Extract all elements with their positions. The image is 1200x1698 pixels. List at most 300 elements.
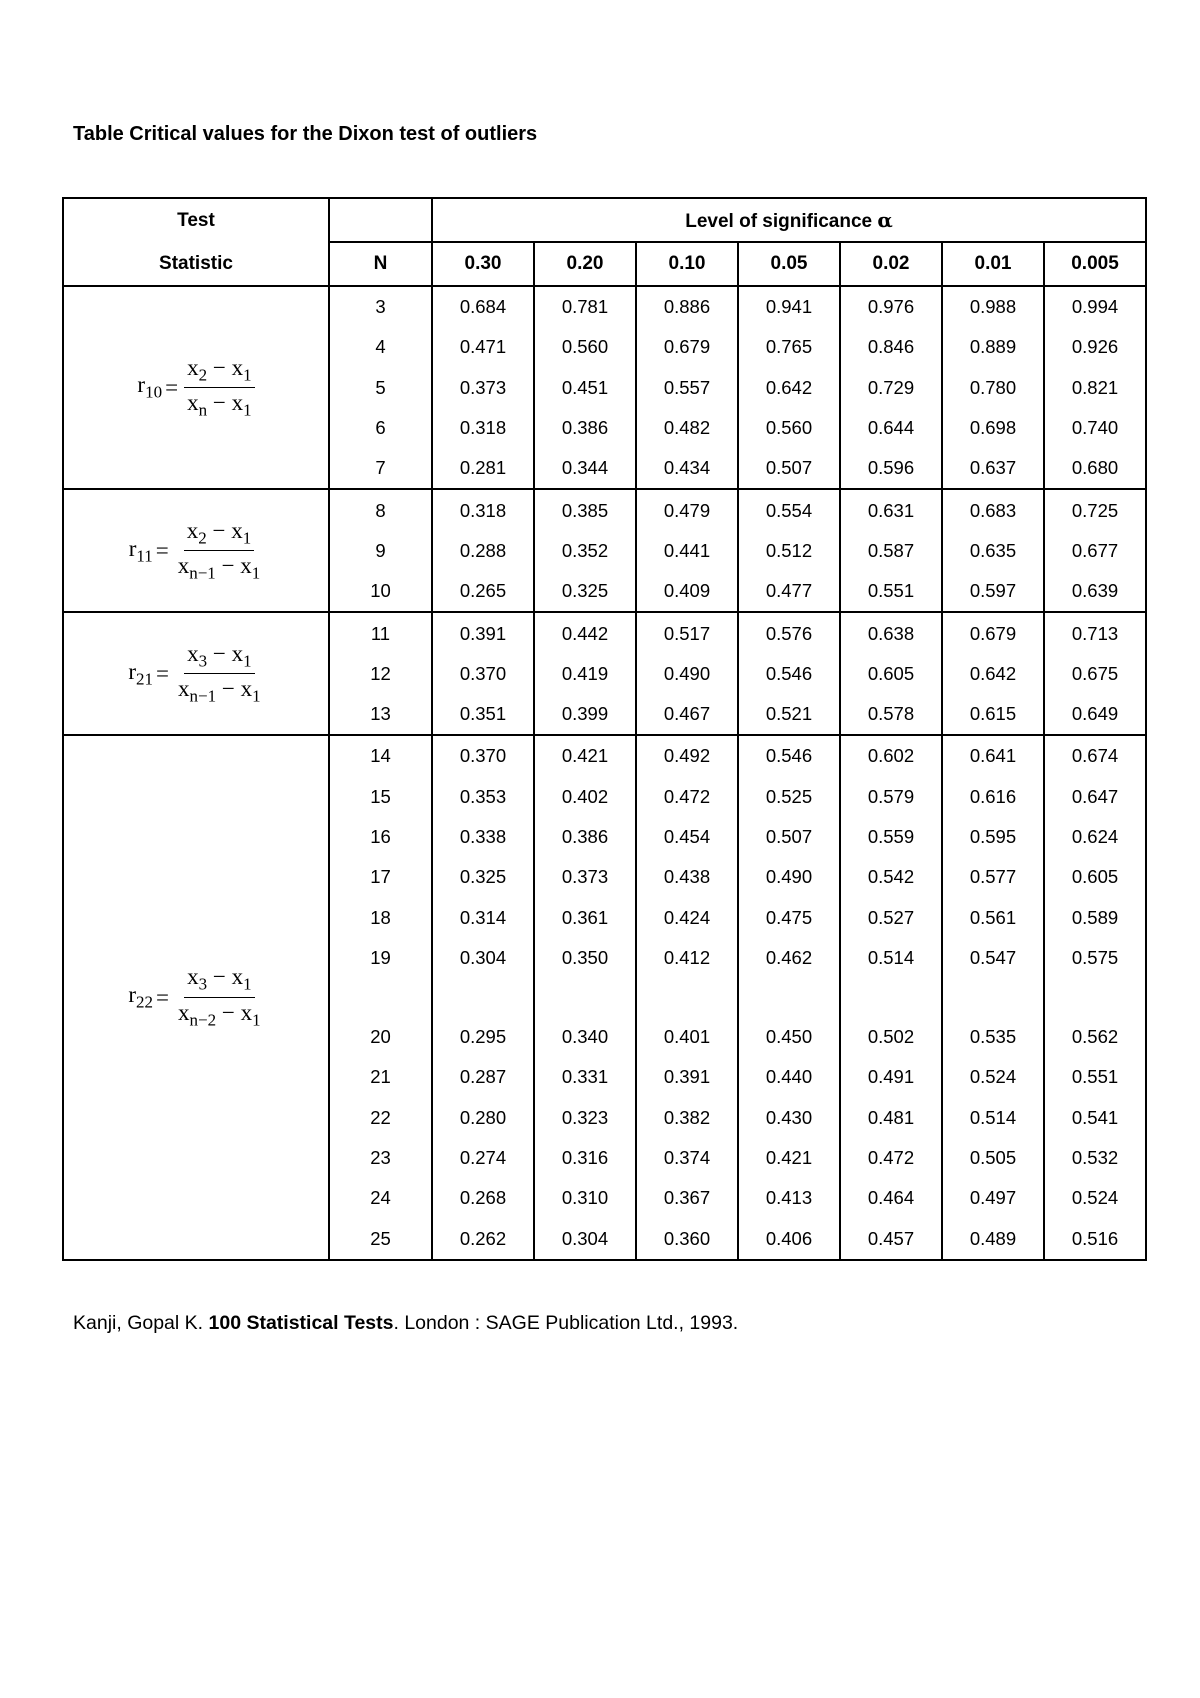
critical-value-cell: 0.338 [432,817,534,857]
critical-value-cell: 0.889 [942,327,1044,367]
n-cell: 20 [329,1017,432,1057]
equals-sign: = [156,984,170,1010]
equals-sign: = [165,374,179,400]
critical-value-cell: 0.481 [840,1098,942,1138]
critical-value-cell: 0.631 [840,489,942,530]
critical-value-cell: 0.462 [738,938,840,978]
critical-value-cell: 0.482 [636,408,738,448]
critical-value-cell: 0.559 [840,817,942,857]
critical-value-cell [738,978,840,1017]
n-cell: 10 [329,571,432,612]
n-cell: 24 [329,1178,432,1218]
critical-value-cell: 0.502 [840,1017,942,1057]
critical-value-cell: 0.589 [1044,897,1146,937]
formula-lhs [128,659,153,690]
table-row [63,612,1146,653]
critical-value-cell: 0.350 [534,938,636,978]
level-header: 0.10 [636,242,738,286]
critical-value-cell: 0.546 [738,735,840,776]
critical-value-cell: 0.994 [1044,286,1146,327]
fraction-denominator [175,551,264,584]
critical-value-cell: 0.472 [840,1138,942,1178]
critical-value-cell [840,978,942,1017]
numerator-term-b-letter: x [231,517,243,543]
table-body [63,286,1146,1260]
numerator-term-b-subscript: 1 [243,975,252,995]
critical-value-cell: 0.546 [738,654,840,694]
critical-value-cell: 0.280 [432,1098,534,1138]
denominator-term-a [178,1000,217,1030]
n-cell: 18 [329,897,432,937]
critical-value-cell: 0.316 [534,1138,636,1178]
denominator-term-a-subscript: n−1 [189,686,217,706]
critical-value-cell: 0.524 [942,1057,1044,1097]
critical-value-cell: 0.575 [1044,938,1146,978]
header-row-1 [63,198,1146,242]
numerator-term-b [231,964,252,995]
critical-value-cell: 0.674 [1044,735,1146,776]
significance-label: Level of significance [685,210,873,232]
critical-value-cell: 0.680 [1044,448,1146,489]
numerator-term-b-subscript: 1 [242,528,252,548]
critical-value-cell: 0.412 [636,938,738,978]
critical-value-cell: 0.587 [840,531,942,571]
critical-value-cell: 0.370 [432,735,534,776]
minus-sign: − [207,964,232,990]
n-cell: 4 [329,327,432,367]
critical-value-cell: 0.683 [942,489,1044,530]
critical-value-cell: 0.725 [1044,489,1146,530]
critical-value-cell: 0.547 [942,938,1044,978]
critical-value-cell: 0.325 [534,571,636,612]
numerator-term-b-letter: x [231,640,244,666]
critical-value-cell: 0.926 [1044,327,1146,367]
critical-value-cell: 0.562 [1044,1017,1146,1057]
denominator-term-b-subscript: 1 [251,564,261,584]
critical-value-cell: 0.382 [636,1098,738,1138]
critical-value-cell: 0.677 [1044,531,1146,571]
critical-value-cell: 0.541 [1044,1098,1146,1138]
denominator-term-a-letter: x [178,676,190,702]
critical-value-cell: 0.304 [432,938,534,978]
critical-value-cell: 0.340 [534,1017,636,1057]
n-cell: 7 [329,448,432,489]
alpha-symbol: α [877,207,893,232]
critical-value-cell: 0.579 [840,777,942,817]
critical-value-cell: 0.440 [738,1057,840,1097]
critical-value-cell: 0.512 [738,531,840,571]
critical-value-cell: 0.675 [1044,654,1146,694]
critical-value-cell: 0.560 [534,327,636,367]
critical-value-cell: 0.361 [534,897,636,937]
n-cell: 17 [329,857,432,897]
formula-lhs [128,982,153,1013]
critical-value-cell: 0.639 [1044,571,1146,612]
n-cell: 12 [329,654,432,694]
critical-value-cell: 0.421 [534,735,636,776]
numerator-term-b-subscript: 1 [243,365,252,385]
minus-sign: − [206,517,232,543]
numerator-term-a-letter: x [187,640,199,666]
critical-value-cell: 0.941 [738,286,840,327]
fraction-denominator [175,674,264,707]
level-header: 0.01 [942,242,1044,286]
numerator-term-a [187,964,208,995]
denominator-term-b [240,1000,261,1030]
critical-value-cell: 0.602 [840,735,942,776]
critical-value-cell: 0.576 [738,612,840,653]
numerator-term-b-letter: x [231,964,244,990]
critical-value-cell: 0.988 [942,286,1044,327]
numerator-term-b [231,517,252,548]
formula-lhs-letter: r [128,658,137,684]
n-header: N [329,242,432,286]
table-title: Table Critical values for the Dixon test of outliers [73,123,538,145]
critical-value-cell: 0.370 [432,654,534,694]
critical-value-cell: 0.265 [432,571,534,612]
n-cell: 6 [329,408,432,448]
critical-value-cell: 0.679 [942,612,1044,653]
critical-value-cell: 0.635 [942,531,1044,571]
critical-value-cell: 0.413 [738,1178,840,1218]
n-cell: 11 [329,612,432,653]
critical-value-cell: 0.430 [738,1098,840,1138]
critical-value-cell: 0.323 [534,1098,636,1138]
critical-value-cell: 0.318 [432,408,534,448]
critical-value-cell: 0.454 [636,817,738,857]
numerator-term-a [186,517,207,548]
equals-sign: = [156,660,170,686]
critical-value-cell: 0.401 [636,1017,738,1057]
table-row [63,735,1146,776]
n-cell: 14 [329,735,432,776]
denominator-term-a-letter: x [177,553,190,579]
n-cell: 15 [329,777,432,817]
critical-value-cell: 0.409 [636,571,738,612]
test-header-line1: Test [63,198,329,242]
n-cell: 9 [329,531,432,571]
critical-value-cell: 0.577 [942,857,1044,897]
denominator-term-a [178,676,217,706]
critical-value-cell: 0.331 [534,1057,636,1097]
numerator-term-a-letter: x [187,964,199,990]
critical-value-cell: 0.642 [942,654,1044,694]
denominator-term-a-subscript: n−1 [189,564,216,584]
table-row [63,286,1146,327]
critical-value-cell: 0.642 [738,368,840,408]
fraction-denominator [175,998,264,1031]
critical-value-cell: 0.560 [738,408,840,448]
critical-value-cell: 0.780 [942,368,1044,408]
citation [73,1312,738,1335]
critical-value-cell: 0.535 [942,1017,1044,1057]
critical-value-cell: 0.406 [738,1219,840,1260]
critical-value-cell: 0.821 [1044,368,1146,408]
header-row-2 [63,242,1146,286]
critical-value-cell: 0.616 [942,777,1044,817]
n-cell: 25 [329,1219,432,1260]
critical-value-cell: 0.525 [738,777,840,817]
critical-value-cell: 0.781 [534,286,636,327]
denominator-term-b-letter: x [231,390,244,416]
formula-lhs [129,536,153,567]
critical-value-cell: 0.491 [840,1057,942,1097]
denominator-term-a [177,553,216,584]
critical-value-cell: 0.274 [432,1138,534,1178]
critical-value-cell: 0.514 [840,938,942,978]
denominator-term-a-subscript: n [198,400,208,420]
n-cell: 19 [329,938,432,978]
formula-expression [129,518,264,584]
critical-value-cell: 0.479 [636,489,738,530]
statistic-formula [63,612,329,735]
denominator-term-b [240,553,261,584]
formula-lhs-subscript: 21 [136,669,154,689]
critical-value-cell: 0.644 [840,408,942,448]
critical-value-cell: 0.399 [534,694,636,735]
level-header: 0.20 [534,242,636,286]
critical-value-cell: 0.391 [636,1057,738,1097]
critical-value-cell: 0.505 [942,1138,1044,1178]
numerator-term-b [231,354,252,385]
citation-publisher: . London : SAGE Publication Ltd., 1993. [393,1312,739,1334]
denominator-term-b-subscript: 1 [243,400,252,420]
n-cell: 23 [329,1138,432,1178]
numerator-term-a-subscript: 2 [198,365,208,385]
table-header [63,198,1146,286]
formula-expression [128,641,263,707]
critical-value-cell: 0.698 [942,408,1044,448]
statistic-formula [63,489,329,612]
critical-value-cell: 0.514 [942,1098,1044,1138]
critical-value-cell: 0.976 [840,286,942,327]
denominator-term-b-letter: x [240,1000,253,1026]
numerator-term-a-subscript: 2 [198,528,207,548]
critical-value-cell: 0.492 [636,735,738,776]
critical-value-cell: 0.424 [636,897,738,937]
formula-lhs-subscript: 22 [136,992,154,1012]
denominator-term-b-subscript: 1 [252,1010,261,1030]
fraction [184,355,254,421]
critical-value-cell: 0.262 [432,1219,534,1260]
critical-value-cell: 0.521 [738,694,840,735]
formula-lhs [137,372,162,403]
critical-value-cell: 0.641 [942,735,1044,776]
minus-sign: − [215,553,241,579]
critical-value-cell: 0.615 [942,694,1044,735]
critical-value-cell: 0.489 [942,1219,1044,1260]
critical-value-cell: 0.351 [432,694,534,735]
critical-value-cell: 0.457 [840,1219,942,1260]
statistic-formula [63,286,329,489]
critical-value-cell: 0.391 [432,612,534,653]
critical-value-cell: 0.507 [738,817,840,857]
critical-value-cell: 0.471 [432,327,534,367]
critical-value-cell: 0.310 [534,1178,636,1218]
critical-value-cell: 0.288 [432,531,534,571]
n-header-blank [329,198,432,242]
critical-value-cell: 0.450 [738,1017,840,1057]
formula-lhs-letter: r [128,535,137,561]
critical-value-cell: 0.557 [636,368,738,408]
minus-sign: − [216,676,241,702]
formula-expression [137,355,254,421]
numerator-term-a [187,640,208,671]
critical-value-cell: 0.419 [534,654,636,694]
denominator-term-a-letter: x [187,390,199,416]
critical-value-cell: 0.402 [534,777,636,817]
critical-value-cell: 0.713 [1044,612,1146,653]
minus-sign: − [207,390,232,416]
critical-value-cell: 0.373 [534,857,636,897]
numerator-term-a-subscript: 3 [198,651,208,671]
critical-value-cell: 0.367 [636,1178,738,1218]
denominator-term-a [187,390,208,420]
n-cell: 3 [329,286,432,327]
critical-value-cell: 0.477 [738,571,840,612]
numerator-term-a-letter: x [187,354,199,380]
n-cell: 5 [329,368,432,408]
critical-value-cell [942,978,1044,1017]
n-cell: 21 [329,1057,432,1097]
critical-value-cell: 0.516 [1044,1219,1146,1260]
critical-value-cell: 0.490 [738,857,840,897]
numerator-term-a-subscript: 3 [198,975,208,995]
citation-author: Kanji, Gopal K. [73,1312,204,1334]
level-header: 0.05 [738,242,840,286]
n-cell: 22 [329,1098,432,1138]
critical-value-cell: 0.638 [840,612,942,653]
critical-value-cell: 0.472 [636,777,738,817]
critical-value-cell: 0.490 [636,654,738,694]
critical-value-cell: 0.886 [636,286,738,327]
critical-value-cell: 0.527 [840,897,942,937]
level-header: 0.30 [432,242,534,286]
critical-value-cell: 0.386 [534,817,636,857]
critical-value-cell: 0.441 [636,531,738,571]
minus-sign: − [216,1000,241,1026]
fraction [175,518,264,584]
critical-value-cell: 0.295 [432,1017,534,1057]
critical-value-cell: 0.451 [534,368,636,408]
significance-header [432,198,1146,242]
critical-value-cell: 0.605 [840,654,942,694]
numerator-term-a-letter: x [186,517,199,543]
critical-value-cell: 0.314 [432,897,534,937]
numerator-term-b [231,640,252,671]
denominator-term-b-letter: x [240,676,253,702]
critical-value-cell: 0.360 [636,1219,738,1260]
formula-lhs-letter: r [137,372,146,398]
critical-value-cell: 0.467 [636,694,738,735]
critical-value-cell: 0.325 [432,857,534,897]
critical-value-cell: 0.595 [942,817,1044,857]
critical-value-cell: 0.386 [534,408,636,448]
critical-value-cell: 0.684 [432,286,534,327]
formula-lhs-subscript: 11 [136,546,153,566]
statistic-formula [63,735,329,1260]
critical-value-cell: 0.551 [840,571,942,612]
fraction-numerator [184,355,254,389]
numerator-term-a [187,354,208,385]
critical-value-cell: 0.373 [432,368,534,408]
critical-value-cell: 0.438 [636,857,738,897]
critical-value-cell: 0.442 [534,612,636,653]
critical-value-cell: 0.637 [942,448,1044,489]
critical-value-cell: 0.517 [636,612,738,653]
level-header: 0.02 [840,242,942,286]
critical-value-cell: 0.597 [942,571,1044,612]
critical-value-cell: 0.532 [1044,1138,1146,1178]
numerator-term-b-letter: x [231,354,244,380]
fraction-numerator [184,518,254,552]
denominator-term-b [231,390,252,420]
critical-value-cell: 0.679 [636,327,738,367]
equals-sign: = [155,537,169,563]
formula-lhs-letter: r [128,982,137,1008]
dixon-critical-values-table [62,197,1147,1261]
critical-value-cell: 0.475 [738,897,840,937]
critical-value-cell: 0.561 [942,897,1044,937]
citation-book-title: 100 Statistical Tests [208,1312,394,1334]
critical-value-cell: 0.578 [840,694,942,735]
critical-value-cell: 0.624 [1044,817,1146,857]
critical-value-cell: 0.344 [534,448,636,489]
fraction [175,964,264,1030]
critical-value-cell: 0.287 [432,1057,534,1097]
critical-value-cell: 0.374 [636,1138,738,1178]
denominator-term-a-letter: x [178,1000,190,1026]
minus-sign: − [207,354,232,380]
critical-value-cell: 0.281 [432,448,534,489]
fraction-numerator [184,641,254,675]
numerator-term-b-subscript: 1 [243,651,252,671]
critical-value-cell: 0.551 [1044,1057,1146,1097]
critical-value-cell [636,978,738,1017]
critical-value-cell: 0.647 [1044,777,1146,817]
n-cell: 16 [329,817,432,857]
critical-value-cell: 0.596 [840,448,942,489]
critical-value-cell: 0.507 [738,448,840,489]
fraction [175,641,264,707]
n-cell: 8 [329,489,432,530]
level-header: 0.005 [1044,242,1146,286]
critical-value-cell: 0.352 [534,531,636,571]
denominator-term-b-letter: x [240,553,252,579]
critical-value-cell: 0.385 [534,489,636,530]
critical-value-cell: 0.421 [738,1138,840,1178]
critical-value-cell: 0.524 [1044,1178,1146,1218]
critical-value-cell: 0.464 [840,1178,942,1218]
critical-value-cell: 0.740 [1044,408,1146,448]
critical-value-cell: 0.649 [1044,694,1146,735]
formula-expression [128,964,263,1030]
critical-value-cell [1044,978,1146,1017]
critical-value-cell: 0.542 [840,857,942,897]
critical-value-cell [534,978,636,1017]
critical-value-cell: 0.846 [840,327,942,367]
critical-value-cell: 0.318 [432,489,534,530]
denominator-term-b-subscript: 1 [252,686,261,706]
critical-value-cell: 0.497 [942,1178,1044,1218]
critical-value-cell: 0.605 [1044,857,1146,897]
minus-sign: − [207,640,232,666]
formula-lhs-subscript: 10 [145,383,163,403]
critical-value-cell: 0.729 [840,368,942,408]
n-cell: 13 [329,694,432,735]
critical-value-cell [432,978,534,1017]
denominator-term-b [240,676,261,706]
